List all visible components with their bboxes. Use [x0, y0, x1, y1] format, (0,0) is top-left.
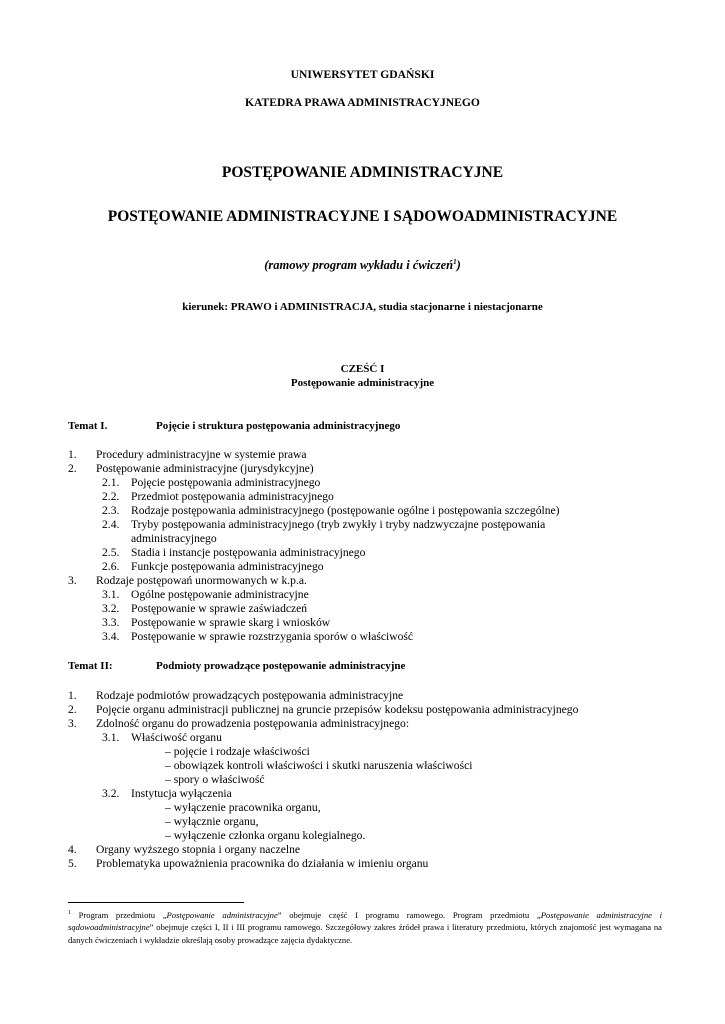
list-item-num: 3.4.: [102, 630, 120, 643]
list-item: Problematyka upoważnienia pracownika do działania w imieniu organu: [96, 857, 429, 870]
list-item-num: 4.: [68, 843, 77, 856]
footnote-separator: [68, 902, 244, 903]
document-subtitle-title: POSTĘOWANIE ADMINISTRACYJNE I SĄDOWOADMINISTRACYJNE: [107, 208, 618, 225]
list-item: Rodzaje podmiotów prowadzących postępowania administracyjne: [96, 689, 404, 702]
list-item-num: 2.6.: [102, 560, 120, 573]
list-item: administracyjnego: [131, 532, 217, 545]
list-item: Przedmiot postępowania administracyjnego: [131, 490, 334, 503]
list-item-num: 2.: [68, 703, 77, 716]
list-item: – obowiązek kontroli właściwości i skutki naruszenia właściwości: [165, 759, 473, 772]
list-item-num: 2.3.: [102, 504, 120, 517]
list-item-num: 1.: [68, 448, 77, 461]
footnote-number: 1: [68, 910, 71, 917]
footnote-text-3: ” obejmuje części I, II i III programu ramowego. Szczegółowy zakres źródeł prawa i literatury przedmiotu, których znajomość jest wymagana na danych ćwiczeniach i wykładzie określają osoby prowadzące zajęcia dydaktyczne.: [68, 922, 662, 945]
list-item-num: 2.5.: [102, 546, 120, 559]
topic-title: Pojęcie i struktura postępowania administracyjnego: [156, 420, 401, 432]
list-item: – wyłącznie organu,: [165, 815, 259, 828]
footnote-text-2: ” obejmuje część I programu ramowego. Program przedmiotu „: [277, 910, 541, 920]
list-item: Właściwość organu: [131, 731, 222, 744]
list-item: Postępowanie w sprawie zaświadczeń: [131, 602, 308, 615]
document-title: POSTĘPOWANIE ADMINISTRACYJNE: [221, 164, 504, 181]
program-note: [0, 258, 725, 272]
topic-title: Podmioty prowadzące postępowanie administracyjne: [156, 660, 406, 672]
study-direction: kierunek: PRAWO i ADMINISTRACJA, studia stacjonarne i niestacjonarne: [182, 301, 543, 313]
department-name: KATEDRA PRAWA ADMINISTRACYJNEGO: [245, 96, 480, 109]
footnote-text-1: Program przedmiotu „: [71, 910, 167, 920]
list-item-num: 2.1.: [102, 476, 120, 489]
list-item-num: 3.1.: [102, 731, 120, 744]
program-note-text: (ramowy program wykładu i ćwiczeń: [264, 258, 454, 272]
topic-number: Temat II:: [68, 660, 113, 672]
university-name: UNIWERSYTET GDAŃSKI: [290, 68, 435, 81]
list-item-num: 1.: [68, 689, 77, 702]
list-item-num: 3.: [68, 717, 77, 730]
list-item: – wyłączenie członka organu kolegialnego.: [165, 829, 366, 842]
list-item: Rodzaje postępowania administracyjnego (postępowanie ogólne i postępowania szczególne): [131, 504, 560, 517]
list-item-num: 2.: [68, 462, 77, 475]
list-item: Ogólne postępowanie administracyjne: [131, 588, 309, 601]
topic-number: Temat I.: [68, 420, 108, 432]
part-label: CZEŚĆ I: [340, 363, 385, 375]
list-item-num: 3.: [68, 574, 77, 587]
list-item: Funkcje postępowania administracyjnego: [131, 560, 324, 573]
list-item: Rodzaje postępowań unormowanych w k.p.a.: [96, 574, 307, 587]
list-item: Pojęcie organu administracji publicznej na gruncie przepisów kodeksu postępowania administracyjnego: [96, 703, 579, 716]
list-item: – wyłączenie pracownika organu,: [165, 801, 321, 814]
list-item: Postępowanie administracyjne (jurysdykcyjne): [96, 462, 314, 475]
list-item-num: 3.3.: [102, 616, 120, 629]
footnote-course-name-1: Postępowanie administracyjne: [166, 910, 278, 920]
footnote-course-name-2: Postępowanie administracyjne i sądowoadministracyjne: [68, 910, 662, 933]
list-item: Procedury administracyjne w systemie prawa: [96, 448, 307, 461]
list-item-num: 2.4.: [102, 518, 120, 531]
footnote-ref[interactable]: 1: [453, 257, 457, 266]
list-item: – pojęcie i rodzaje właściwości: [165, 745, 310, 758]
list-item: Stadia i instancje postępowania administracyjnego: [131, 546, 366, 559]
list-item: Instytucja wyłączenia: [131, 787, 232, 800]
list-item-num: 5.: [68, 857, 77, 870]
list-item: Postępowanie w sprawie skarg i wniosków: [131, 616, 331, 629]
list-item-num: 2.2.: [102, 490, 120, 503]
list-item: Organy wyższego stopnia i organy naczelne: [96, 843, 301, 856]
list-item: Pojęcie postępowania administracyjnego: [131, 476, 321, 489]
program-note-end: ): [456, 258, 461, 272]
list-item: Tryby postępowania administracyjnego (tryb zwykły i tryby nadzwyczajne postępowania: [131, 518, 546, 531]
list-item-num: 3.2.: [102, 602, 120, 615]
list-item: – spory o właściwość: [165, 773, 265, 786]
part-name: Postępowanie administracyjne: [290, 377, 435, 389]
list-item-num: 3.2.: [102, 787, 120, 800]
list-item-num: 3.1.: [102, 588, 120, 601]
list-item: Postępowanie w sprawie rozstrzygania sporów o właściwość: [131, 630, 414, 643]
footnote: [68, 909, 662, 946]
list-item: Zdolność organu do prowadzenia postępowania administracyjnego:: [96, 717, 410, 730]
